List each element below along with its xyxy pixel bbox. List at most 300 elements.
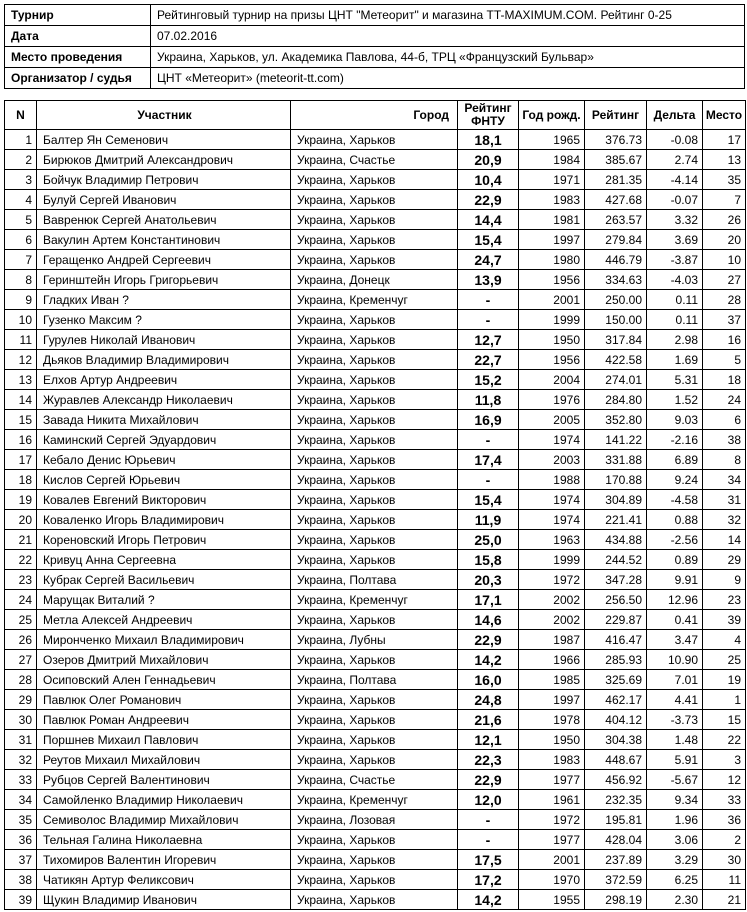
table-row <box>5 150 746 170</box>
cell-participant: Самойленко Владимир Николаевич <box>37 790 291 810</box>
cell-birth-year: 2005 <box>519 410 585 430</box>
info-value: ЦНТ «Метеорит» (meteorit-tt.com) <box>151 68 745 89</box>
cell-city: Украина, Харьков <box>291 750 458 770</box>
info-row <box>5 26 745 47</box>
cell-place: 13 <box>703 150 746 170</box>
cell-place: 18 <box>703 370 746 390</box>
cell-participant: Тельная Галина Николаевна <box>37 830 291 850</box>
cell-birth-year: 2004 <box>519 370 585 390</box>
cell-participant: Миронченко Михаил Владимирович <box>37 630 291 650</box>
cell-delta: 0.88 <box>647 510 703 530</box>
results-body <box>5 130 746 910</box>
table-row <box>5 370 746 390</box>
cell-delta: -4.14 <box>647 170 703 190</box>
cell-place: 6 <box>703 410 746 430</box>
table-row <box>5 810 746 830</box>
cell-number: 18 <box>5 470 37 490</box>
cell-participant: Геращенко Андрей Сергеевич <box>37 250 291 270</box>
cell-place: 38 <box>703 430 746 450</box>
cell-number: 36 <box>5 830 37 850</box>
cell-participant: Кислов Сергей Юрьевич <box>37 470 291 490</box>
cell-delta: 9.34 <box>647 790 703 810</box>
cell-rating: 347.28 <box>585 570 647 590</box>
cell-number: 28 <box>5 670 37 690</box>
cell-city: Украина, Харьков <box>291 870 458 890</box>
cell-participant: Павлюк Роман Андреевич <box>37 710 291 730</box>
table-row <box>5 410 746 430</box>
table-row <box>5 530 746 550</box>
results-header-row <box>5 101 746 130</box>
cell-city: Украина, Кременчуг <box>291 590 458 610</box>
cell-delta: 1.52 <box>647 390 703 410</box>
cell-delta: 1.96 <box>647 810 703 830</box>
cell-participant: Журавлев Александр Николаевич <box>37 390 291 410</box>
info-label: Дата <box>5 26 151 47</box>
cell-place: 31 <box>703 490 746 510</box>
cell-birth-year: 2002 <box>519 590 585 610</box>
info-row <box>5 47 745 68</box>
info-value: Украина, Харьков, ул. Академика Павлова, 44-б, ТРЦ «Французский Бульвар» <box>151 47 745 68</box>
cell-number: 23 <box>5 570 37 590</box>
cell-fntu-rating: 22,7 <box>458 350 519 370</box>
cell-birth-year: 1955 <box>519 890 585 910</box>
cell-fntu-rating: 20,3 <box>458 570 519 590</box>
table-row <box>5 570 746 590</box>
cell-delta: 12.96 <box>647 590 703 610</box>
cell-birth-year: 1981 <box>519 210 585 230</box>
cell-delta: 2.98 <box>647 330 703 350</box>
cell-fntu-rating: 12,7 <box>458 330 519 350</box>
cell-fntu-rating: 12,1 <box>458 730 519 750</box>
cell-rating: 428.04 <box>585 830 647 850</box>
cell-number: 7 <box>5 250 37 270</box>
cell-fntu-rating: 10,4 <box>458 170 519 190</box>
table-row <box>5 610 746 630</box>
table-row <box>5 250 746 270</box>
cell-participant: Балтер Ян Семенович <box>37 130 291 150</box>
cell-place: 39 <box>703 610 746 630</box>
cell-city: Украина, Харьков <box>291 310 458 330</box>
table-row <box>5 390 746 410</box>
cell-participant: Озеров Дмитрий Михайлович <box>37 650 291 670</box>
table-row <box>5 350 746 370</box>
cell-number: 8 <box>5 270 37 290</box>
cell-birth-year: 2002 <box>519 610 585 630</box>
cell-city: Украина, Харьков <box>291 650 458 670</box>
cell-rating: 221.41 <box>585 510 647 530</box>
results-table <box>4 100 746 910</box>
cell-rating: 284.80 <box>585 390 647 410</box>
cell-place: 4 <box>703 630 746 650</box>
cell-delta: 0.89 <box>647 550 703 570</box>
cell-birth-year: 1974 <box>519 490 585 510</box>
table-row <box>5 270 746 290</box>
cell-place: 34 <box>703 470 746 490</box>
info-row <box>5 5 745 26</box>
cell-fntu-rating: 24,7 <box>458 250 519 270</box>
cell-rating: 304.89 <box>585 490 647 510</box>
cell-fntu-rating: 22,9 <box>458 630 519 650</box>
cell-birth-year: 1997 <box>519 230 585 250</box>
cell-number: 10 <box>5 310 37 330</box>
cell-city: Украина, Донецк <box>291 270 458 290</box>
cell-number: 31 <box>5 730 37 750</box>
table-row <box>5 450 746 470</box>
cell-fntu-rating: 14,6 <box>458 610 519 630</box>
cell-place: 20 <box>703 230 746 250</box>
cell-participant: Рубцов Сергей Валентинович <box>37 770 291 790</box>
table-row <box>5 170 746 190</box>
cell-rating: 150.00 <box>585 310 647 330</box>
cell-number: 11 <box>5 330 37 350</box>
table-row <box>5 310 746 330</box>
cell-birth-year: 1970 <box>519 870 585 890</box>
cell-number: 14 <box>5 390 37 410</box>
cell-delta: -5.67 <box>647 770 703 790</box>
cell-participant: Гурулев Николай Иванович <box>37 330 291 350</box>
cell-city: Украина, Харьков <box>291 450 458 470</box>
cell-birth-year: 1972 <box>519 570 585 590</box>
cell-delta: 5.31 <box>647 370 703 390</box>
header-number: N <box>5 101 37 130</box>
cell-participant: Марущак Виталий ? <box>37 590 291 610</box>
cell-delta: 2.74 <box>647 150 703 170</box>
table-row <box>5 550 746 570</box>
cell-city: Украина, Харьков <box>291 530 458 550</box>
cell-city: Украина, Харьков <box>291 130 458 150</box>
cell-birth-year: 1980 <box>519 250 585 270</box>
cell-delta: -2.56 <box>647 530 703 550</box>
cell-number: 15 <box>5 410 37 430</box>
cell-participant: Кебало Денис Юрьевич <box>37 450 291 470</box>
cell-place: 3 <box>703 750 746 770</box>
cell-birth-year: 1997 <box>519 690 585 710</box>
cell-rating: 170.88 <box>585 470 647 490</box>
table-row <box>5 190 746 210</box>
cell-delta: -4.03 <box>647 270 703 290</box>
cell-city: Украина, Харьков <box>291 210 458 230</box>
cell-city: Украина, Харьков <box>291 690 458 710</box>
table-row <box>5 470 746 490</box>
header-birth-year: Год рожд. <box>519 101 585 130</box>
cell-birth-year: 1999 <box>519 550 585 570</box>
cell-fntu-rating: - <box>458 310 519 330</box>
cell-birth-year: 1976 <box>519 390 585 410</box>
cell-city: Украина, Харьков <box>291 890 458 910</box>
cell-place: 8 <box>703 450 746 470</box>
cell-place: 7 <box>703 190 746 210</box>
cell-participant: Вакулин Артем Константинович <box>37 230 291 250</box>
cell-city: Украина, Харьков <box>291 730 458 750</box>
cell-number: 20 <box>5 510 37 530</box>
cell-fntu-rating: - <box>458 830 519 850</box>
cell-delta: -0.07 <box>647 190 703 210</box>
cell-number: 4 <box>5 190 37 210</box>
cell-participant: Коваленко Игорь Владимирович <box>37 510 291 530</box>
cell-fntu-rating: 14,2 <box>458 650 519 670</box>
cell-fntu-rating: 11,9 <box>458 510 519 530</box>
cell-participant: Гладких Иван ? <box>37 290 291 310</box>
cell-fntu-rating: 15,2 <box>458 370 519 390</box>
cell-number: 32 <box>5 750 37 770</box>
cell-fntu-rating: - <box>458 430 519 450</box>
cell-place: 10 <box>703 250 746 270</box>
cell-rating: 232.35 <box>585 790 647 810</box>
cell-rating: 256.50 <box>585 590 647 610</box>
header-city: Город <box>291 101 458 130</box>
cell-fntu-rating: 22,9 <box>458 190 519 210</box>
cell-participant: Кривуц Анна Сергеевна <box>37 550 291 570</box>
header-place: Место <box>703 101 746 130</box>
cell-participant: Щукин Владимир Иванович <box>37 890 291 910</box>
header-participant: Участник <box>37 101 291 130</box>
cell-birth-year: 1983 <box>519 750 585 770</box>
cell-rating: 422.58 <box>585 350 647 370</box>
cell-rating: 244.52 <box>585 550 647 570</box>
cell-place: 16 <box>703 330 746 350</box>
cell-rating: 404.12 <box>585 710 647 730</box>
cell-fntu-rating: 25,0 <box>458 530 519 550</box>
table-row <box>5 770 746 790</box>
cell-participant: Елхов Артур Андреевич <box>37 370 291 390</box>
cell-city: Украина, Харьков <box>291 550 458 570</box>
cell-number: 24 <box>5 590 37 610</box>
cell-number: 33 <box>5 770 37 790</box>
cell-place: 22 <box>703 730 746 750</box>
cell-number: 9 <box>5 290 37 310</box>
cell-city: Украина, Харьков <box>291 490 458 510</box>
cell-participant: Бойчук Владимир Петрович <box>37 170 291 190</box>
cell-place: 9 <box>703 570 746 590</box>
cell-place: 24 <box>703 390 746 410</box>
cell-fntu-rating: 17,1 <box>458 590 519 610</box>
cell-birth-year: 2003 <box>519 450 585 470</box>
cell-city: Украина, Харьков <box>291 390 458 410</box>
header-delta: Дельта <box>647 101 703 130</box>
cell-city: Украина, Харьков <box>291 710 458 730</box>
cell-number: 39 <box>5 890 37 910</box>
cell-place: 12 <box>703 770 746 790</box>
cell-birth-year: 1984 <box>519 150 585 170</box>
cell-birth-year: 1974 <box>519 510 585 530</box>
cell-rating: 434.88 <box>585 530 647 550</box>
cell-city: Украина, Харьков <box>291 850 458 870</box>
cell-delta: -2.16 <box>647 430 703 450</box>
cell-number: 29 <box>5 690 37 710</box>
cell-birth-year: 2001 <box>519 850 585 870</box>
cell-birth-year: 1966 <box>519 650 585 670</box>
cell-participant: Осиповский Ален Геннадьевич <box>37 670 291 690</box>
cell-rating: 456.92 <box>585 770 647 790</box>
cell-city: Украина, Харьков <box>291 350 458 370</box>
cell-place: 27 <box>703 270 746 290</box>
cell-birth-year: 1985 <box>519 670 585 690</box>
cell-participant: Геринштейн Игорь Григорьевич <box>37 270 291 290</box>
cell-city: Украина, Харьков <box>291 170 458 190</box>
table-row <box>5 290 746 310</box>
cell-participant: Вавренюк Сергей Анатольевич <box>37 210 291 230</box>
cell-delta: 3.69 <box>647 230 703 250</box>
cell-birth-year: 1956 <box>519 270 585 290</box>
cell-city: Украина, Харьков <box>291 370 458 390</box>
cell-place: 26 <box>703 210 746 230</box>
cell-number: 37 <box>5 850 37 870</box>
cell-fntu-rating: 22,3 <box>458 750 519 770</box>
cell-delta: 10.90 <box>647 650 703 670</box>
cell-place: 11 <box>703 870 746 890</box>
cell-fntu-rating: 16,0 <box>458 670 519 690</box>
cell-city: Украина, Полтава <box>291 570 458 590</box>
cell-participant: Завада Никита Михайлович <box>37 410 291 430</box>
cell-rating: 263.57 <box>585 210 647 230</box>
cell-birth-year: 1987 <box>519 630 585 650</box>
table-row <box>5 330 746 350</box>
table-row <box>5 850 746 870</box>
tournament-info-table <box>4 4 745 89</box>
cell-fntu-rating: 15,4 <box>458 230 519 250</box>
cell-rating: 325.69 <box>585 670 647 690</box>
cell-number: 2 <box>5 150 37 170</box>
cell-delta: -0.08 <box>647 130 703 150</box>
cell-delta: 0.11 <box>647 310 703 330</box>
cell-delta: -4.58 <box>647 490 703 510</box>
cell-city: Украина, Харьков <box>291 230 458 250</box>
cell-participant: Кореновский Игорь Петрович <box>37 530 291 550</box>
cell-delta: 9.03 <box>647 410 703 430</box>
cell-place: 30 <box>703 850 746 870</box>
cell-fntu-rating: 17,4 <box>458 450 519 470</box>
cell-delta: 9.91 <box>647 570 703 590</box>
cell-participant: Кубрак Сергей Васильевич <box>37 570 291 590</box>
cell-place: 2 <box>703 830 746 850</box>
table-row <box>5 870 746 890</box>
cell-city: Украина, Кременчуг <box>291 290 458 310</box>
table-row <box>5 690 746 710</box>
cell-birth-year: 1978 <box>519 710 585 730</box>
cell-rating: 250.00 <box>585 290 647 310</box>
cell-participant: Поршнев Михаил Павлович <box>37 730 291 750</box>
cell-fntu-rating: 20,9 <box>458 150 519 170</box>
cell-delta: 6.25 <box>647 870 703 890</box>
table-row <box>5 830 746 850</box>
info-value: 07.02.2016 <box>151 26 745 47</box>
cell-fntu-rating: - <box>458 810 519 830</box>
cell-participant: Гузенко Максим ? <box>37 310 291 330</box>
cell-number: 26 <box>5 630 37 650</box>
cell-birth-year: 1977 <box>519 770 585 790</box>
cell-city: Украина, Лозовая <box>291 810 458 830</box>
cell-place: 35 <box>703 170 746 190</box>
cell-place: 25 <box>703 650 746 670</box>
cell-rating: 416.47 <box>585 630 647 650</box>
cell-number: 34 <box>5 790 37 810</box>
cell-place: 33 <box>703 790 746 810</box>
cell-city: Украина, Харьков <box>291 470 458 490</box>
cell-city: Украина, Харьков <box>291 610 458 630</box>
table-row <box>5 890 746 910</box>
cell-fntu-rating: 16,9 <box>458 410 519 430</box>
cell-place: 14 <box>703 530 746 550</box>
cell-delta: 7.01 <box>647 670 703 690</box>
cell-number: 16 <box>5 430 37 450</box>
table-row <box>5 650 746 670</box>
cell-number: 21 <box>5 530 37 550</box>
cell-fntu-rating: 22,9 <box>458 770 519 790</box>
cell-birth-year: 1963 <box>519 530 585 550</box>
cell-rating: 331.88 <box>585 450 647 470</box>
cell-fntu-rating: 15,8 <box>458 550 519 570</box>
cell-participant: Бирюков Дмитрий Александрович <box>37 150 291 170</box>
table-row <box>5 430 746 450</box>
cell-place: 15 <box>703 710 746 730</box>
cell-number: 27 <box>5 650 37 670</box>
cell-rating: 229.87 <box>585 610 647 630</box>
cell-rating: 334.63 <box>585 270 647 290</box>
table-row <box>5 630 746 650</box>
cell-participant: Павлюк Олег Романович <box>37 690 291 710</box>
cell-rating: 195.81 <box>585 810 647 830</box>
table-row <box>5 590 746 610</box>
cell-rating: 376.73 <box>585 130 647 150</box>
cell-fntu-rating: 11,8 <box>458 390 519 410</box>
cell-participant: Дьяков Владимир Владимирович <box>37 350 291 370</box>
table-row <box>5 710 746 730</box>
cell-birth-year: 2001 <box>519 290 585 310</box>
cell-participant: Семиволос Владимир Михайлович <box>37 810 291 830</box>
cell-city: Украина, Харьков <box>291 410 458 430</box>
cell-number: 6 <box>5 230 37 250</box>
cell-fntu-rating: 18,1 <box>458 130 519 150</box>
cell-number: 13 <box>5 370 37 390</box>
cell-delta: 9.24 <box>647 470 703 490</box>
info-label: Организатор / судья <box>5 68 151 89</box>
cell-birth-year: 1961 <box>519 790 585 810</box>
cell-place: 21 <box>703 890 746 910</box>
cell-fntu-rating: 14,4 <box>458 210 519 230</box>
cell-number: 17 <box>5 450 37 470</box>
cell-participant: Тихомиров Валентин Игоревич <box>37 850 291 870</box>
cell-place: 36 <box>703 810 746 830</box>
cell-rating: 298.19 <box>585 890 647 910</box>
info-value: Рейтинговый турнир на призы ЦНТ "Метеорит" и магазина TT-MAXIMUM.COM. Рейтинг 0-25 <box>151 5 745 26</box>
table-row <box>5 730 746 750</box>
cell-birth-year: 1999 <box>519 310 585 330</box>
cell-place: 32 <box>703 510 746 530</box>
cell-rating: 281.35 <box>585 170 647 190</box>
cell-number: 12 <box>5 350 37 370</box>
cell-rating: 448.67 <box>585 750 647 770</box>
cell-participant: Ковалев Евгений Викторович <box>37 490 291 510</box>
cell-number: 5 <box>5 210 37 230</box>
header-fntu-rating <box>458 101 519 130</box>
cell-delta: 6.89 <box>647 450 703 470</box>
cell-rating: 462.17 <box>585 690 647 710</box>
cell-rating: 274.01 <box>585 370 647 390</box>
cell-delta: 3.32 <box>647 210 703 230</box>
cell-rating: 279.84 <box>585 230 647 250</box>
cell-delta: 3.06 <box>647 830 703 850</box>
table-row <box>5 510 746 530</box>
cell-number: 30 <box>5 710 37 730</box>
cell-place: 29 <box>703 550 746 570</box>
cell-city: Украина, Харьков <box>291 830 458 850</box>
cell-rating: 304.38 <box>585 730 647 750</box>
cell-place: 28 <box>703 290 746 310</box>
cell-birth-year: 1977 <box>519 830 585 850</box>
cell-participant: Каминский Сергей Эдуардович <box>37 430 291 450</box>
cell-delta: 1.48 <box>647 730 703 750</box>
cell-city: Украина, Счастье <box>291 150 458 170</box>
